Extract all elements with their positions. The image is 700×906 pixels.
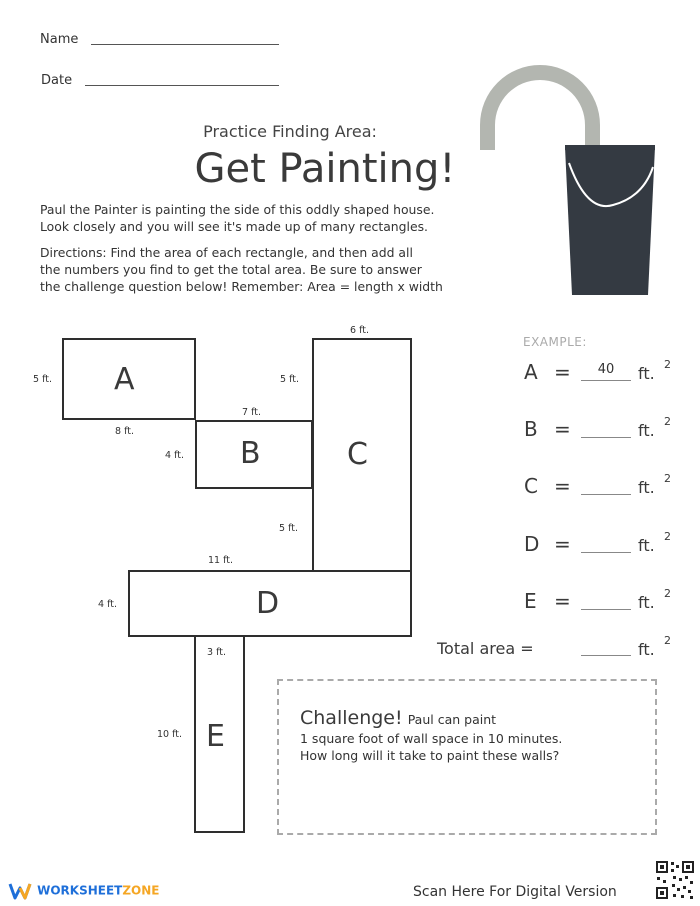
answer-row-b (524, 417, 696, 445)
challenge-line-3: How long will it take to paint these walls? (300, 748, 560, 763)
date-label: Date (41, 73, 73, 88)
total-unit-exponent: 2 (664, 634, 671, 647)
dim-b-height: 4 ft. (165, 450, 184, 461)
name-field[interactable] (91, 44, 279, 45)
answer-blank[interactable] (581, 494, 631, 495)
dim-c-height-top: 5 ft. (280, 374, 299, 385)
rectangle-d-label: D (256, 586, 280, 621)
equals-sign: = (554, 474, 571, 498)
answer-letter: E (524, 589, 537, 613)
unit-exponent: 2 (664, 472, 671, 485)
answer-letter: C (524, 474, 538, 498)
unit-label: ft. (638, 421, 655, 440)
name-label: Name (40, 32, 79, 47)
answer-letter: A (524, 360, 538, 384)
rectangle-b (195, 420, 313, 489)
equals-sign: = (554, 417, 571, 441)
page-title: Get Painting! (194, 146, 456, 192)
answer-row-e (524, 589, 696, 617)
answer-value: 40 (597, 362, 615, 377)
answer-row-d (524, 532, 696, 560)
rectangle-b-label: B (240, 436, 261, 471)
dim-a-height: 5 ft. (33, 374, 52, 385)
answer-blank[interactable] (581, 609, 631, 610)
answer-letter: B (524, 417, 538, 441)
unit-exponent: 2 (664, 358, 671, 371)
equals-sign: = (554, 360, 571, 384)
rectangle-c (312, 338, 412, 572)
date-field[interactable] (85, 85, 279, 86)
answer-letter: D (524, 532, 540, 556)
dim-c-height-mid: 5 ft. (279, 523, 298, 534)
dim-e-width: 3 ft. (207, 647, 226, 658)
unit-exponent: 2 (664, 530, 671, 543)
dim-b-width: 7 ft. (242, 407, 261, 418)
answer-row-a (524, 360, 696, 388)
equals-sign: = (554, 532, 571, 556)
subtitle: Practice Finding Area: (203, 122, 377, 141)
dim-c-width: 6 ft. (350, 325, 369, 336)
brand-logo (8, 880, 160, 904)
unit-exponent: 2 (664, 587, 671, 600)
rectangle-e (194, 635, 245, 833)
intro-line-2: Look closely and you will see it's made up of many rectangles. (40, 219, 428, 234)
challenge-first-line (300, 707, 496, 729)
rectangle-a-label: A (114, 362, 135, 397)
total-unit-label: ft. (638, 640, 655, 659)
rectangle-c-label: C (347, 437, 368, 472)
total-area-label: Total area = (437, 639, 534, 658)
example-label: EXAMPLE: (523, 335, 587, 349)
directions-line-1: Directions: Find the area of each rectangle, and then add all (40, 245, 413, 260)
rectangle-d (128, 570, 412, 637)
challenge-line-1: Paul can paint (407, 712, 497, 727)
rectangle-e-label: E (206, 719, 225, 754)
brand-name: WORKSHEET (37, 883, 123, 898)
challenge-box (277, 679, 657, 835)
equals-sign: = (554, 589, 571, 613)
answer-blank[interactable] (581, 437, 631, 438)
challenge-line-2: 1 square foot of wall space in 10 minutes. (300, 731, 563, 746)
dim-d-height: 4 ft. (98, 599, 117, 610)
dim-a-width: 8 ft. (115, 426, 134, 437)
dim-e-height: 10 ft. (157, 729, 183, 740)
dim-d-width: 11 ft. (208, 555, 234, 566)
total-area-blank[interactable] (581, 655, 631, 656)
answer-blank[interactable] (581, 552, 631, 553)
qr-code-icon[interactable] (655, 860, 695, 900)
brand-mark-icon (8, 881, 32, 901)
brand-accent: ZONE (122, 883, 160, 898)
unit-label: ft. (638, 593, 655, 612)
challenge-heading: Challenge! (300, 707, 403, 729)
intro-line-1: Paul the Painter is painting the side of this oddly shaped house. (40, 202, 435, 217)
unit-label: ft. (638, 364, 655, 383)
answer-row-c (524, 474, 696, 502)
directions-line-2: the numbers you find to get the total area. Be sure to answer (40, 262, 422, 277)
answer-blank[interactable] (581, 380, 631, 381)
unit-label: ft. (638, 478, 655, 497)
rectangle-a (62, 338, 196, 420)
unit-exponent: 2 (664, 415, 671, 428)
unit-label: ft. (638, 536, 655, 555)
scan-text: Scan Here For Digital Version (413, 884, 617, 900)
directions-line-3: the challenge question below! Remember: Area = length x width (40, 279, 443, 294)
